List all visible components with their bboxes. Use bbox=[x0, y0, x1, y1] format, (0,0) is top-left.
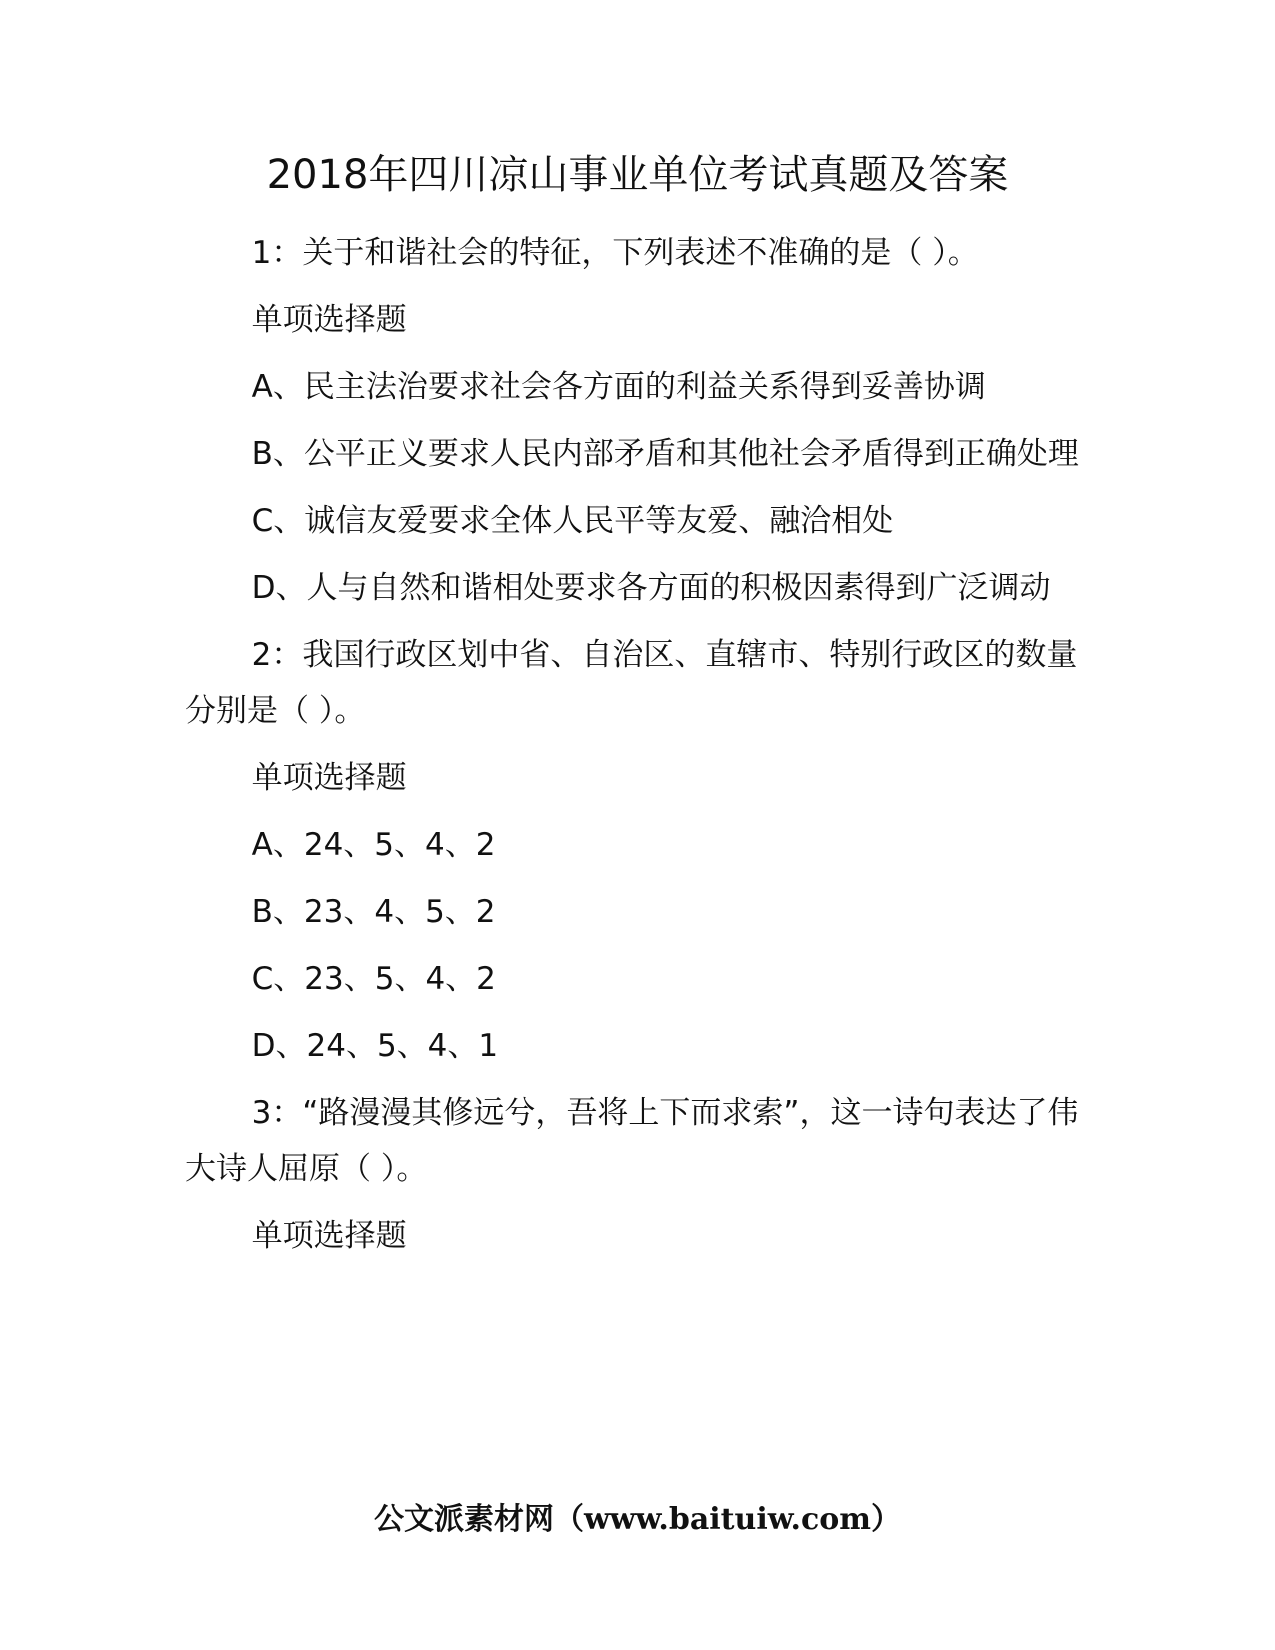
document-title: 2018年四川凉山事业单位考试真题及答案 bbox=[266, 152, 1009, 198]
question-2-stem: 2：我国行政区划中省、自治区、直辖市、特别行政区的数量分别是（ ）。 bbox=[185, 637, 1078, 729]
question-3-type: 单项选择题 bbox=[251, 1218, 407, 1254]
question-2-option-d: D、24、5、4、1 bbox=[251, 1028, 499, 1064]
question-1-option-b: B、公平正义要求人民内部矛盾和其他社会矛盾得到正确处理 bbox=[251, 436, 1079, 472]
question-3-stem: 3：“路漫漫其修远兮，吾将上下而求索”，这一诗句表达了伟大诗人屈原（ ）。 bbox=[185, 1095, 1079, 1187]
question-2-option-c: C、23、5、4、2 bbox=[251, 961, 496, 997]
question-1-option-a: A、民主法治要求社会各方面的利益关系得到妥善协调 bbox=[251, 369, 986, 405]
question-1-type: 单项选择题 bbox=[251, 302, 407, 338]
question-2-option-a: A、24、5、4、2 bbox=[251, 827, 496, 863]
document-body bbox=[185, 225, 1080, 1275]
question-2-option-b: B、23、4、5、2 bbox=[251, 894, 496, 930]
question-1-option-c: C、诚信友爱要求全体人民平等友爱、融洽相处 bbox=[251, 503, 894, 539]
question-1-stem: 1：关于和谐社会的特征，下列表述不准确的是（ ）。 bbox=[251, 235, 979, 271]
question-1-option-d: D、人与自然和谐相处要求各方面的积极因素得到广泛调动 bbox=[251, 570, 1051, 606]
question-2-type: 单项选择题 bbox=[251, 760, 407, 796]
footer-source: 公文派素材网（www.baituiw.com） bbox=[373, 1502, 902, 1537]
